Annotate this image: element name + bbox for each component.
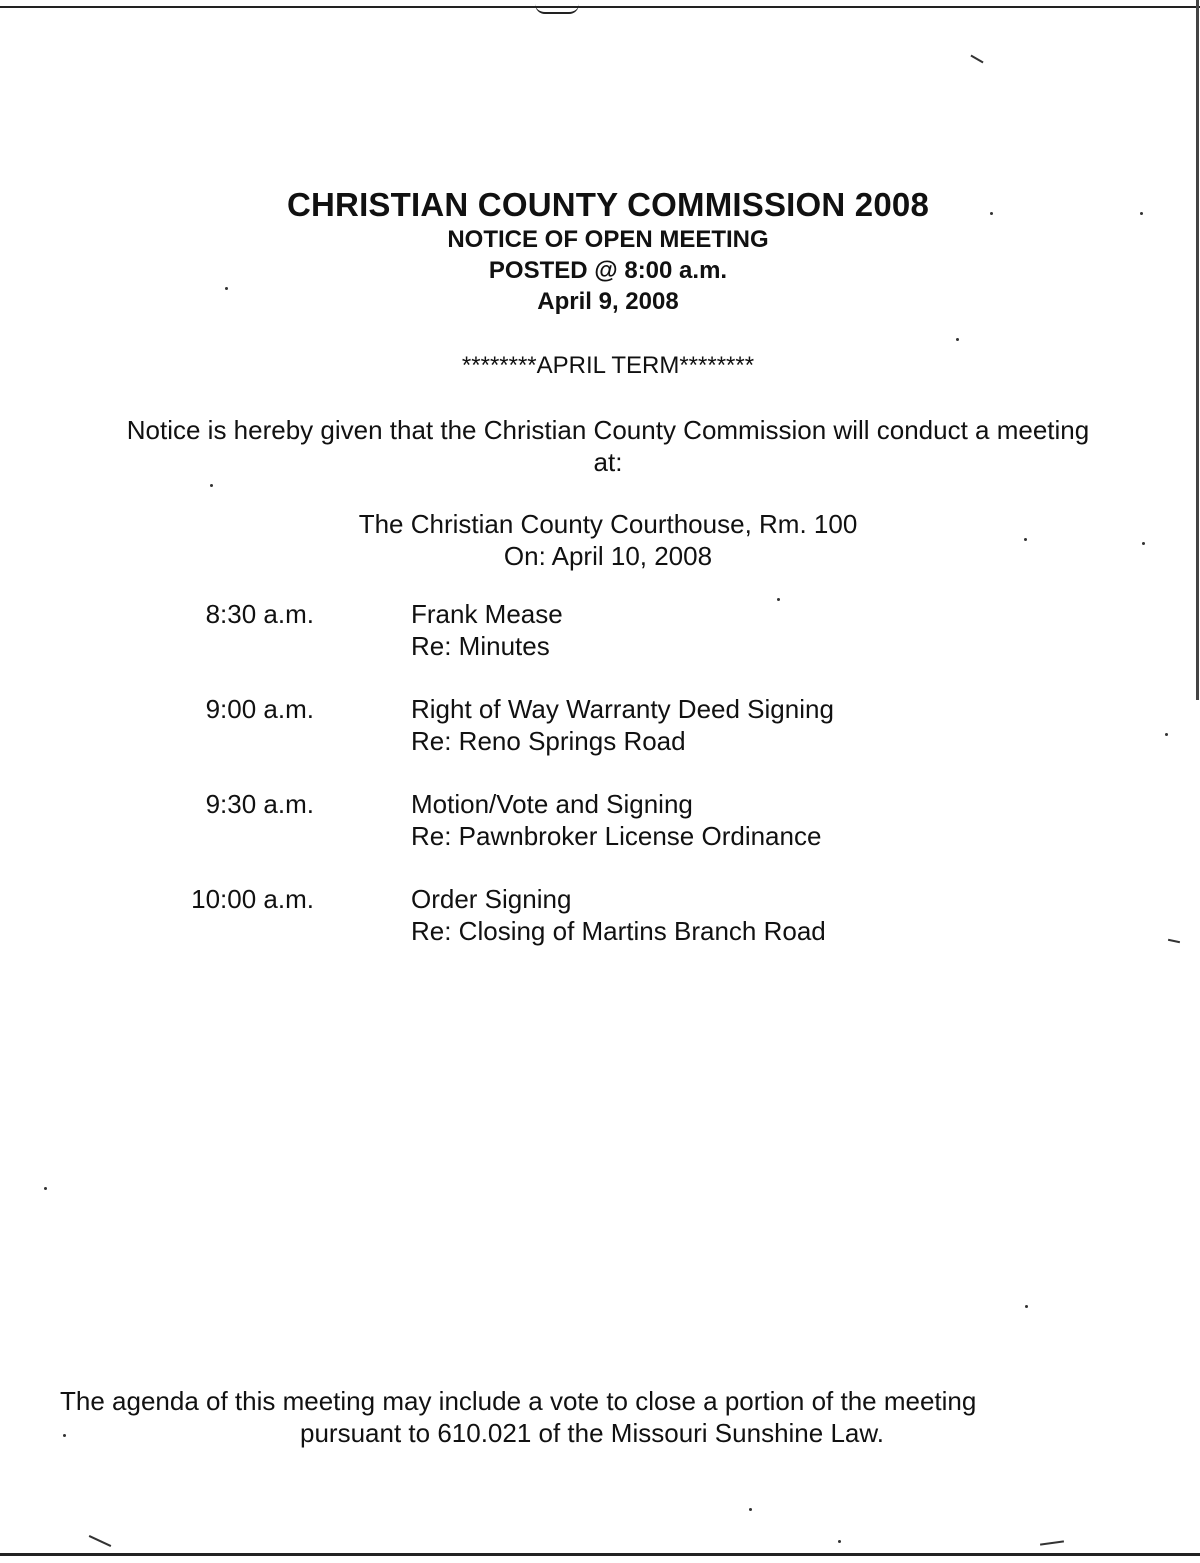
agenda-description xyxy=(411,788,821,852)
scan-speck xyxy=(210,484,213,487)
footer-line-1: The agenda of this meeting may include a vote to close a portion of the meeting xyxy=(60,1386,977,1416)
agenda-title: Frank Mease xyxy=(411,599,563,629)
agenda-description xyxy=(411,883,826,947)
scan-speck xyxy=(749,1508,752,1511)
posted-time: POSTED @ 8:00 a.m. xyxy=(488,257,728,284)
scan-top-tab xyxy=(535,4,579,14)
footer-line-2: pursuant to 610.021 of the Missouri Sunshine Law. xyxy=(300,1418,884,1448)
agenda-re: Re: Minutes xyxy=(411,631,550,661)
intro-paragraph: Notice is hereby given that the Christian County Commission will conduct a meeting at: xyxy=(126,415,1090,477)
meeting-location xyxy=(0,508,1200,572)
agenda-list xyxy=(0,598,1200,978)
agenda-description xyxy=(411,693,834,757)
scan-mark xyxy=(970,55,983,64)
agenda-re: Re: Closing of Martins Branch Road xyxy=(411,916,826,946)
document-title: CHRISTIAN COUNTY COMMISSION 2008 xyxy=(286,186,930,223)
agenda-re: Re: Reno Springs Road xyxy=(411,726,686,756)
agenda-title: Right of Way Warranty Deed Signing xyxy=(411,694,834,724)
scan-bottom-edge xyxy=(0,1553,1200,1556)
scan-mark xyxy=(89,1535,112,1547)
agenda-time: 10:00 a.m. xyxy=(191,884,314,914)
agenda-item xyxy=(0,598,1200,693)
meeting-date: On: April 10, 2008 xyxy=(503,541,713,571)
posted-date: April 9, 2008 xyxy=(537,288,679,315)
agenda-time: 9:00 a.m. xyxy=(205,694,314,724)
scan-speck xyxy=(1025,1305,1028,1308)
agenda-time: 9:30 a.m. xyxy=(205,789,314,819)
scan-mark xyxy=(1040,1540,1064,1545)
scan-speck xyxy=(838,1540,841,1543)
agenda-item xyxy=(0,788,1200,883)
agenda-description xyxy=(411,598,563,662)
agenda-title: Order Signing xyxy=(411,884,572,914)
scan-top-edge xyxy=(0,6,1200,8)
agenda-re: Re: Pawnbroker License Ordinance xyxy=(411,821,822,851)
term-banner: ********APRIL TERM******** xyxy=(461,352,755,379)
agenda-item xyxy=(0,883,1200,978)
scan-right-edge xyxy=(1196,0,1199,700)
scan-speck xyxy=(956,338,959,341)
agenda-time: 8:30 a.m. xyxy=(205,599,314,629)
agenda-title: Motion/Vote and Signing xyxy=(411,789,693,819)
notice-heading: NOTICE OF OPEN MEETING xyxy=(447,226,769,253)
meeting-place: The Christian County Courthouse, Rm. 100 xyxy=(358,509,858,539)
scan-speck xyxy=(44,1187,47,1190)
sunshine-law-footer xyxy=(60,1385,1060,1449)
agenda-item xyxy=(0,693,1200,788)
